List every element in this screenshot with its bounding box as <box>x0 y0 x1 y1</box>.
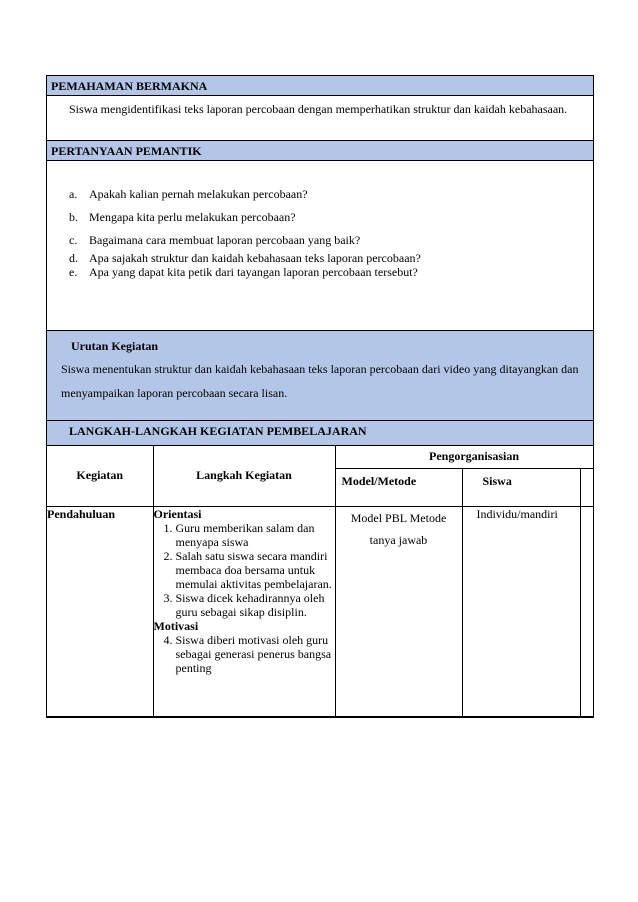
question-item: b. Mengapa kita perlu melakukan percobaan? <box>69 210 296 224</box>
question-item: e. Apa yang dapat kita petik dari tayangan laporan percobaan tersebut? <box>69 265 418 279</box>
col-model-header: Model/Metode <box>335 468 462 506</box>
step-item: 4. Siswa diberi motivasi oleh guru sebagai generasi penerus bangsa penting <box>176 633 335 675</box>
question-item: c. Bagaimana cara membuat laporan percobaan yang baik? <box>69 233 361 247</box>
question-item: d. Apa sajakah struktur dan kaidah kebahasaan teks laporan percobaan? <box>69 251 421 265</box>
lesson-plan-table <box>46 75 594 718</box>
pertanyaan-header: PERTANYAAN PEMANTIK <box>47 141 593 161</box>
activity-table <box>47 446 593 717</box>
orientasi-label: Orientasi <box>153 506 202 521</box>
model-cell: Model PBL Metode tanya jawab <box>335 506 462 716</box>
urutan-title: Urutan Kegiatan <box>71 339 158 353</box>
pemahaman-header: PEMAHAMAN BERMAKNA <box>47 76 593 96</box>
col-pengorganisasian-header: Pengorganisasian <box>335 446 593 468</box>
empty-cell <box>580 468 593 506</box>
urutan-text: Siswa menentukan struktur dan kaidah kebahasaan teks laporan percobaan dari video yang ditayangkan dan menyampaikan laporan percobaan secara lisan. <box>61 362 579 400</box>
step-item: 2. Salah satu siswa secara mandiri membaca doa bersama untuk memulai aktivitas pembelajaran. <box>176 549 335 591</box>
col-kegiatan-header: Kegiatan <box>47 446 153 506</box>
langkah-cell <box>153 506 335 716</box>
kegiatan-cell: Pendahuluan <box>47 506 153 716</box>
step-item: 3. Siswa dicek kehadirannya oleh guru sebagai sikap disiplin. <box>176 591 335 619</box>
motivasi-steps <box>154 633 335 675</box>
orientasi-steps <box>154 521 335 619</box>
urutan-section <box>47 331 593 421</box>
empty-cell <box>580 506 593 716</box>
col-siswa-header: Siswa <box>462 468 580 506</box>
question-item: a. Apakah kalian pernah melakukan percobaan? <box>69 187 308 201</box>
pertanyaan-list <box>47 161 593 331</box>
siswa-cell: Individu/mandiri <box>462 506 580 716</box>
col-langkah-header: Langkah Kegiatan <box>153 446 335 506</box>
activity-table-wrap <box>47 446 593 717</box>
motivasi-label: Motivasi <box>153 618 199 633</box>
langkah-header: LANGKAH-LANGKAH KEGIATAN PEMBELAJARAN <box>47 421 593 446</box>
step-item: 1. Guru memberikan salam dan menyapa siswa <box>176 521 335 549</box>
pemahaman-text: Siswa mengidentifikasi teks laporan percobaan dengan memperhatikan struktur dan kaidah kebahasaan. <box>47 96 593 141</box>
